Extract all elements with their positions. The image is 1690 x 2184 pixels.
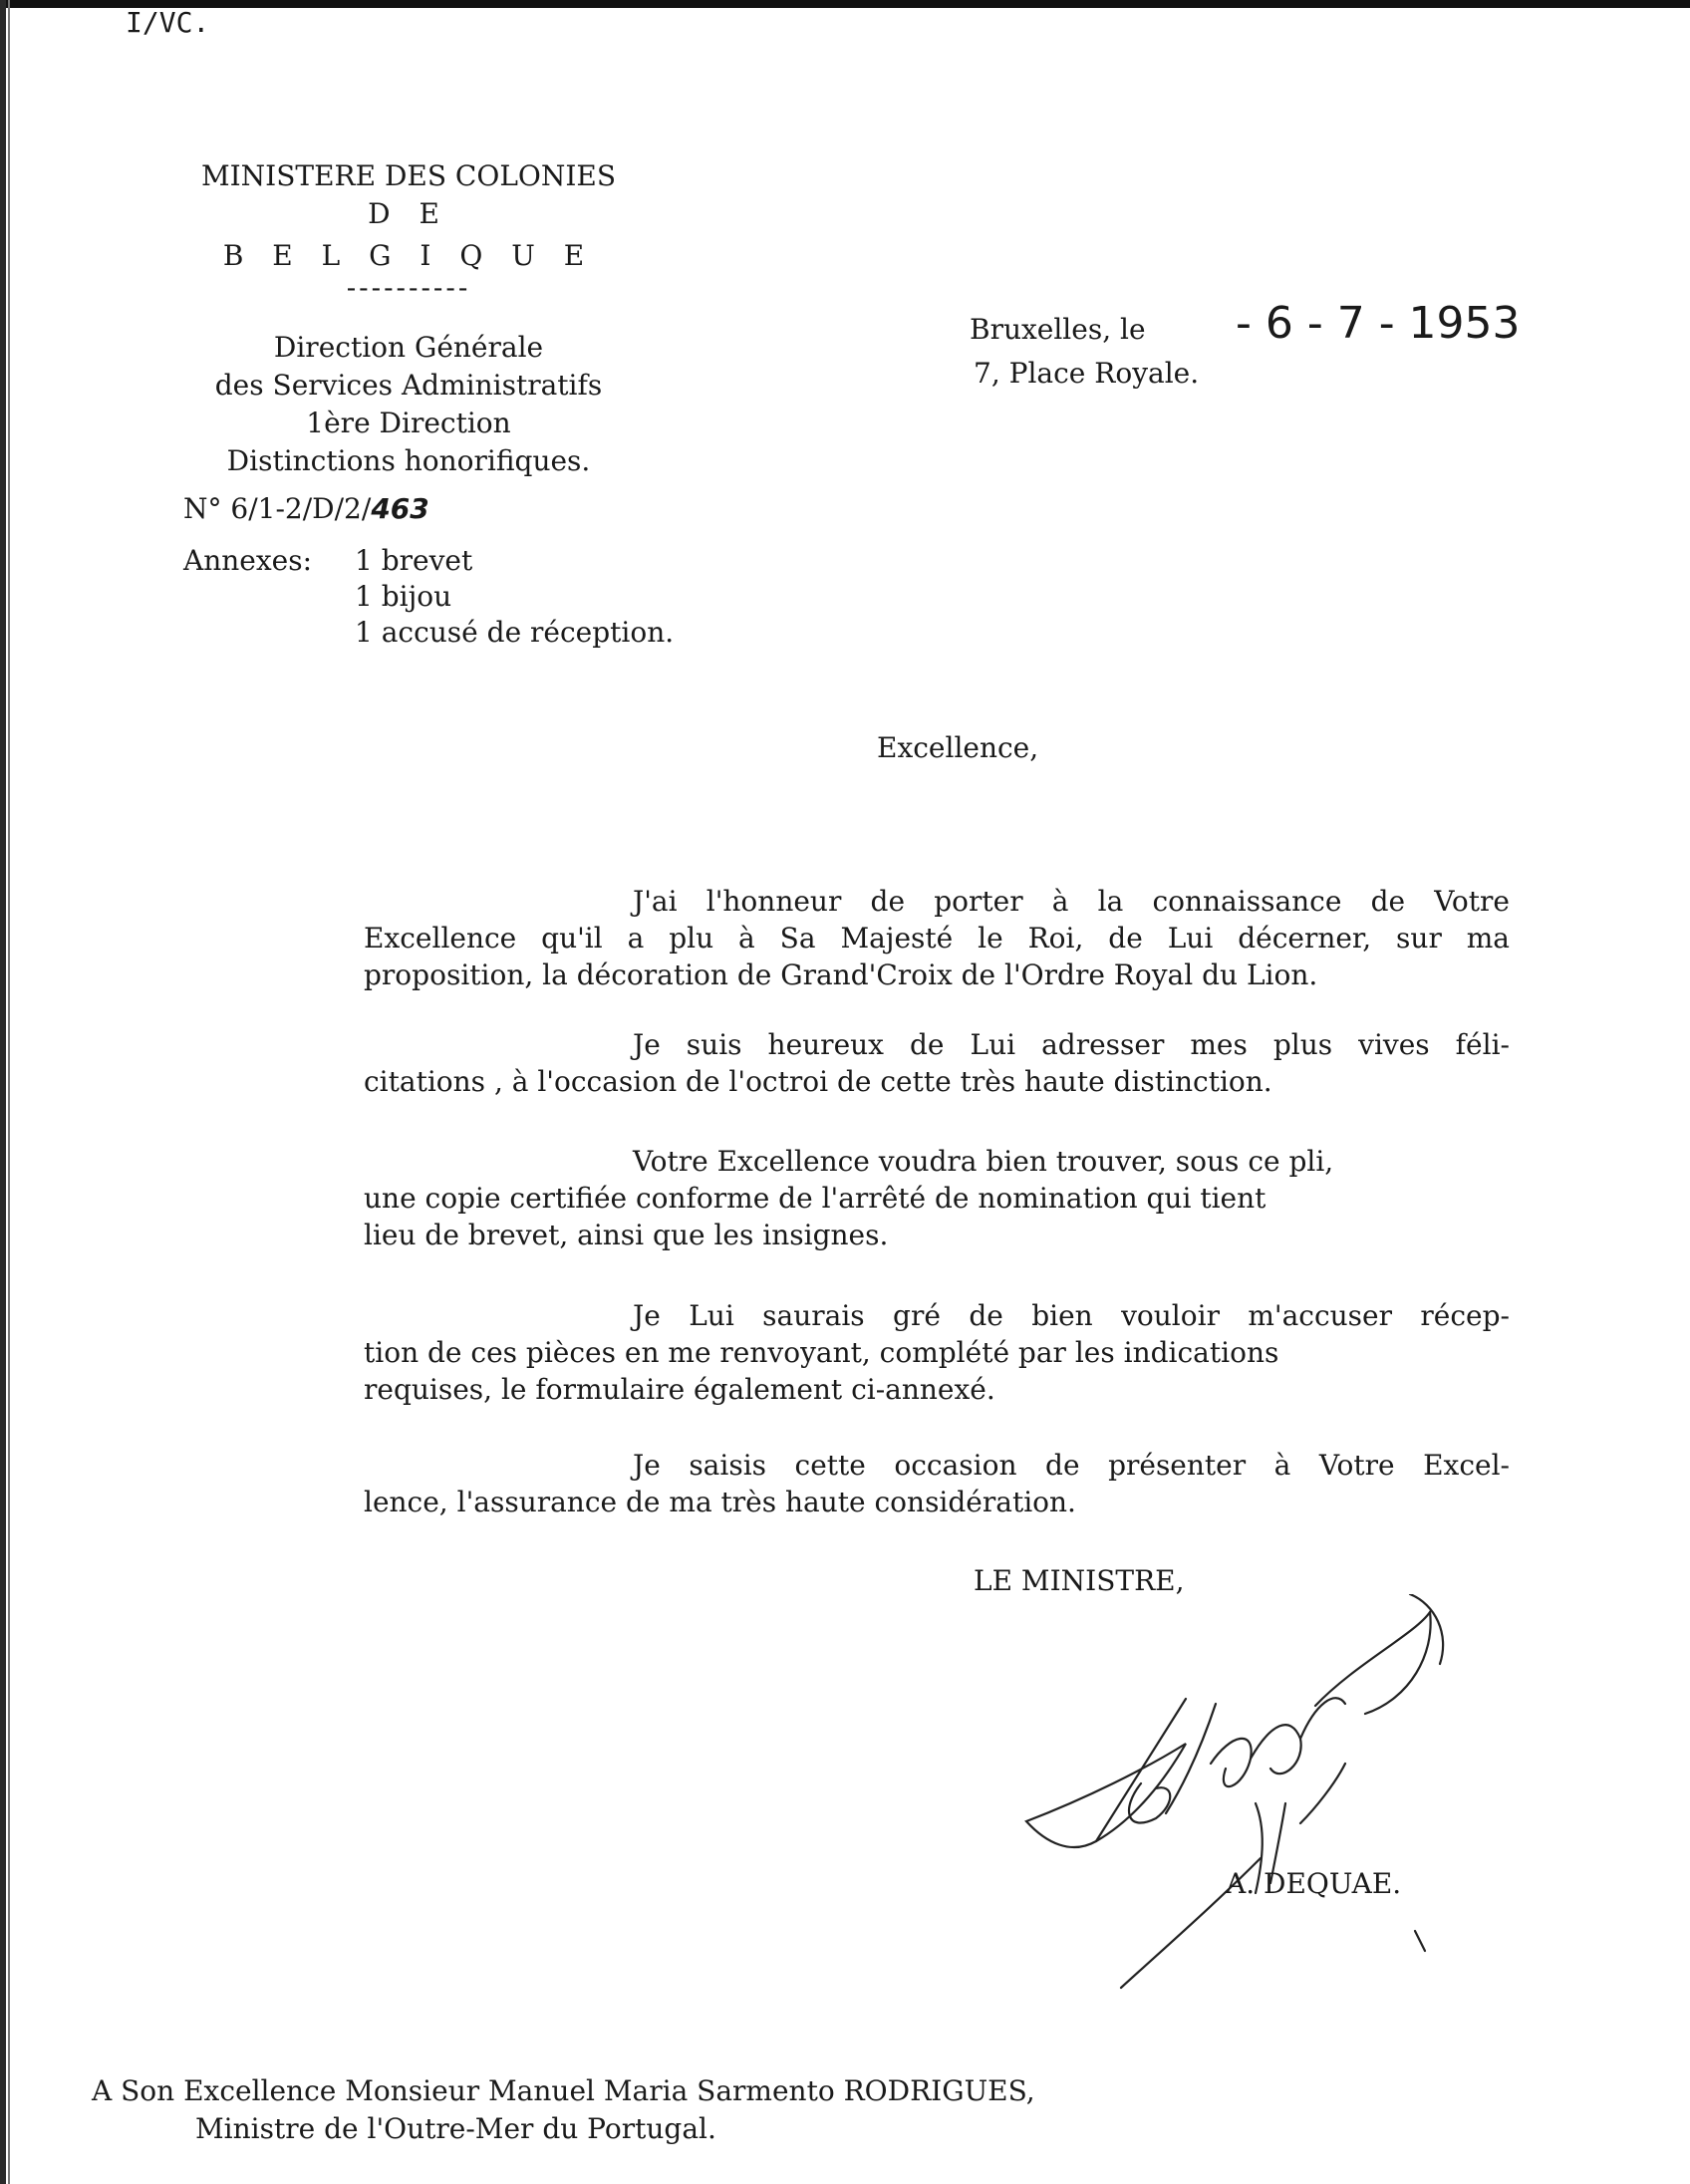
- ministry-country: B E L G I Q U E: [222, 239, 595, 272]
- premiere-direction: 1ère Direction: [306, 407, 511, 439]
- body-line: une copie certifiée conforme de l'arrêté de nomination qui tient: [364, 1182, 1267, 1215]
- body-line: tion de ces pièces en me renvoyant, complété par les indications: [364, 1336, 1279, 1369]
- place-label: Bruxelles, le: [970, 313, 1146, 346]
- reference-number-prefix: N° 6/1-2/D/2/: [183, 492, 372, 525]
- letterhead: [179, 157, 638, 304]
- handwritten-date: - 6 - 7 - 1953: [1236, 298, 1521, 349]
- body-line: requises, le formulaire également ci-annexé.: [364, 1373, 995, 1406]
- services-administratifs: des Services Administratifs: [214, 369, 603, 402]
- scan-left-edge-shadow: [8, 0, 10, 2184]
- addressee-line-1: A Son Excellence Monsieur Manuel Maria Sarmento RODRIGUES,: [92, 2074, 1035, 2107]
- ministry-address: 7, Place Royale.: [974, 357, 1200, 390]
- addressee-line-2: Ministre de l'Outre-Mer du Portugal.: [195, 2112, 716, 2145]
- signatory-name: A. DEQUAE.: [1226, 1867, 1402, 1900]
- body-paragraph-1: [364, 883, 1510, 993]
- body-line: Je Lui saurais gré de bien vouloir m'accuser récep-: [633, 1299, 1510, 1332]
- body-line: citations , à l'occasion de l'octroi de cette très haute distinction.: [364, 1065, 1272, 1098]
- body-paragraph-4: [364, 1297, 1510, 1408]
- body-paragraph-5: [364, 1447, 1510, 1520]
- handwritten-signature: [1016, 1594, 1455, 2003]
- body-line: lence, l'assurance de ma très haute considération.: [364, 1486, 1076, 1518]
- body-line: Je suis heureux de Lui adresser mes plus vives féli-: [633, 1028, 1510, 1061]
- body-line: J'ai l'honneur de porter à la connaissance de Votre: [633, 885, 1510, 918]
- body-paragraph-3: [364, 1143, 1510, 1253]
- body-line: proposition, la décoration de Grand'Croix de l'Ordre Royal du Lion.: [364, 958, 1318, 991]
- reference-number: [183, 490, 429, 528]
- annex-item-1: 1 brevet: [355, 544, 473, 577]
- distinctions-honorifiques: Distinctions honorifiques.: [226, 444, 591, 477]
- body-line: lieu de brevet, ainsi que les insignes.: [364, 1219, 889, 1251]
- letterhead-separator: ----------: [346, 271, 471, 304]
- closing-title: LE MINISTRE,: [974, 1564, 1185, 1597]
- reference-number-handwritten: 463: [371, 492, 429, 525]
- ministry-name: MINISTERE DES COLONIES: [200, 159, 617, 192]
- salutation: Excellence,: [877, 731, 1039, 764]
- ministry-de: D E: [368, 197, 449, 230]
- reference-initials: I/VC.: [126, 6, 210, 39]
- body-line: Je saisis cette occasion de présenter à Votre Excel-: [633, 1449, 1510, 1482]
- annex-item-2: 1 bijou: [355, 580, 452, 613]
- body-paragraph-2: [364, 1026, 1510, 1100]
- body-line: Votre Excellence voudra bien trouver, sous ce pli,: [633, 1145, 1334, 1178]
- body-line: Excellence qu'il a plu à Sa Majesté le Roi, de Lui décerner, sur ma: [364, 922, 1510, 955]
- direction-generale: Direction Générale: [273, 331, 544, 364]
- annex-item-3: 1 accusé de réception.: [355, 616, 675, 649]
- scan-left-edge: [0, 0, 6, 2184]
- annexes-label: Annexes:: [183, 544, 313, 577]
- scan-top-edge: [0, 0, 1690, 8]
